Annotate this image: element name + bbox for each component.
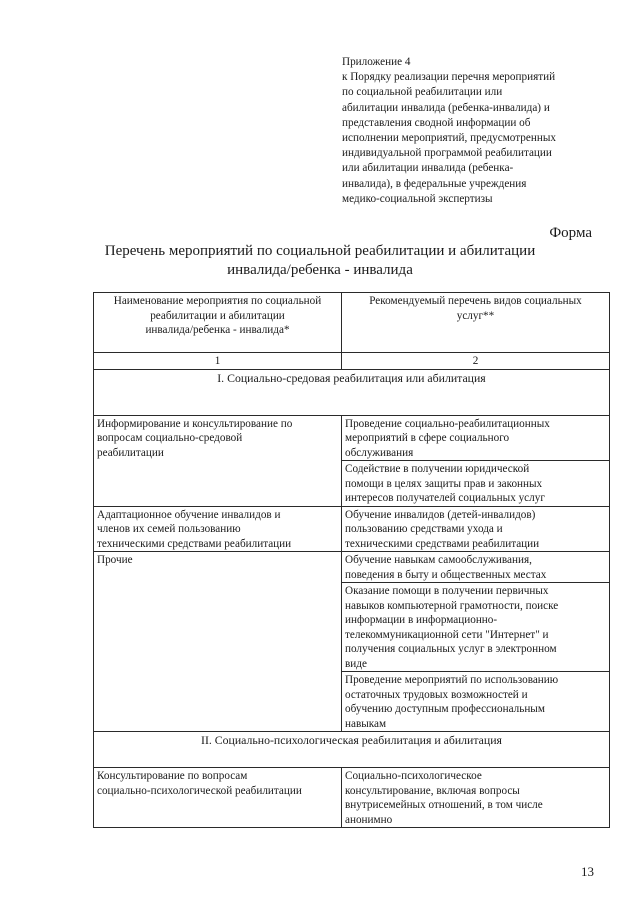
cell-text: Проведение социально-реабилитационных — [345, 417, 550, 430]
appendix-line: к Порядку реализации перечня мероприятий — [342, 71, 556, 84]
column-number-row — [94, 353, 610, 370]
cell-text: телекоммуникационной сети "Интернет" и — [345, 628, 549, 641]
cell-text: навыков компьютерной грамотности, поиске — [345, 599, 559, 612]
appendix-line: по социальной реабилитации или — [342, 86, 503, 99]
header-text: Наименование мероприятия по социальной — [113, 295, 322, 307]
service-cell — [342, 552, 610, 583]
document-title — [80, 242, 560, 279]
cell-text: интересов получателей социальных услуг — [345, 492, 545, 504]
appendix-header — [342, 55, 612, 207]
column-number: 1 — [94, 353, 342, 370]
measure-cell — [94, 506, 342, 552]
table-row — [94, 506, 610, 552]
appendix-line: представления сводной информации об — [342, 116, 531, 129]
cell-text: навыкам — [345, 717, 387, 730]
cell-text: внутрисемейных отношений, в том числе — [345, 799, 543, 811]
table-row — [94, 415, 610, 461]
cell-text: Прочие — [97, 554, 133, 566]
service-cell — [342, 415, 610, 461]
measure-cell — [94, 552, 342, 732]
cell-text: Проведение мероприятий по использованию — [345, 674, 559, 686]
page-number: 13 — [581, 864, 594, 879]
cell-text: информации в информационно- — [345, 614, 498, 626]
header-cell-services — [342, 293, 610, 353]
header-cell-measure — [94, 293, 342, 353]
service-cell — [342, 583, 610, 672]
form-label: Форма — [549, 225, 592, 241]
header-text: Рекомендуемый перечень видов социальных — [369, 295, 582, 307]
measure-cell — [94, 415, 342, 506]
section-row — [94, 369, 610, 415]
cell-text: пользованию средствами ухода и — [345, 523, 503, 535]
cell-text: Консультирование по вопросам — [97, 770, 248, 782]
appendix-line: абилитации инвалида (ребенка-инвалида) и — [342, 101, 550, 114]
cell-text: техническими средствами реабилитации — [97, 537, 292, 550]
appendix-line: Приложение 4 — [342, 56, 411, 68]
cell-text: виде — [345, 657, 367, 670]
service-cell — [342, 461, 610, 507]
cell-text: обучению доступным профессиональным — [345, 703, 545, 715]
cell-text: техническими средствами реабилитации — [345, 537, 540, 550]
section-title: II. Социально-психологическая реабилитация и абилитация — [94, 732, 610, 768]
service-cell — [342, 506, 610, 552]
service-cell — [342, 768, 610, 828]
cell-text: мероприятий в сфере социального — [345, 432, 510, 444]
table-row — [94, 552, 610, 583]
table-row — [94, 768, 610, 828]
cell-text: Обучение инвалидов (детей-инвалидов) — [345, 508, 536, 521]
cell-text: помощи в целях защиты прав и законных — [345, 477, 543, 490]
cell-text: Информирование и консультирование по — [97, 417, 293, 430]
service-cell — [342, 672, 610, 732]
header-text: инвалида/ребенка - инвалида* — [145, 324, 290, 336]
title-line-1: Перечень мероприятий по социальной реабилитации и абилитации — [104, 243, 536, 259]
title-line-2: инвалида/ребенка - инвалида — [227, 261, 413, 278]
cell-text: обслуживания — [345, 446, 414, 459]
section-row — [94, 732, 610, 768]
cell-text: остаточных трудовых возможностей и — [345, 688, 528, 701]
cell-text: поведения в быту и общественных местах — [345, 568, 547, 581]
appendix-line: инвалида), в федеральные учреждения — [342, 177, 527, 190]
section-title: I. Социально-средовая реабилитация или абилитация — [94, 369, 610, 415]
measures-table — [93, 292, 610, 828]
cell-text: Оказание помощи в получении первичных — [345, 585, 549, 597]
cell-text: членов их семей пользованию — [97, 523, 241, 535]
cell-text: получения социальных услуг в электронном — [345, 643, 557, 655]
cell-text: социально-психологической реабилитации — [97, 784, 302, 797]
measure-cell — [94, 768, 342, 828]
cell-text: Социально-психологическое — [345, 770, 482, 782]
cell-text: реабилитации — [97, 446, 164, 459]
table-header-row — [94, 293, 610, 353]
cell-text: консультирование, включая вопросы — [345, 784, 520, 797]
appendix-line: медико-социальной экспертизы — [342, 192, 493, 205]
cell-text: Адаптационное обучение инвалидов и — [97, 508, 281, 521]
header-text: услуг** — [456, 309, 495, 322]
appendix-line: или абилитации инвалида (ребенка- — [342, 162, 514, 175]
cell-text: вопросам социально-средовой — [97, 432, 243, 444]
column-number: 2 — [342, 353, 610, 370]
appendix-line: исполнении мероприятий, предусмотренных — [342, 132, 556, 145]
cell-text: анонимно — [345, 813, 393, 826]
header-text: реабилитации и абилитации — [150, 309, 285, 322]
appendix-line: индивидуальной программой реабилитации — [342, 147, 552, 160]
cell-text: Обучение навыкам самообслуживания, — [345, 554, 532, 566]
cell-text: Содействие в получении юридической — [345, 463, 530, 475]
